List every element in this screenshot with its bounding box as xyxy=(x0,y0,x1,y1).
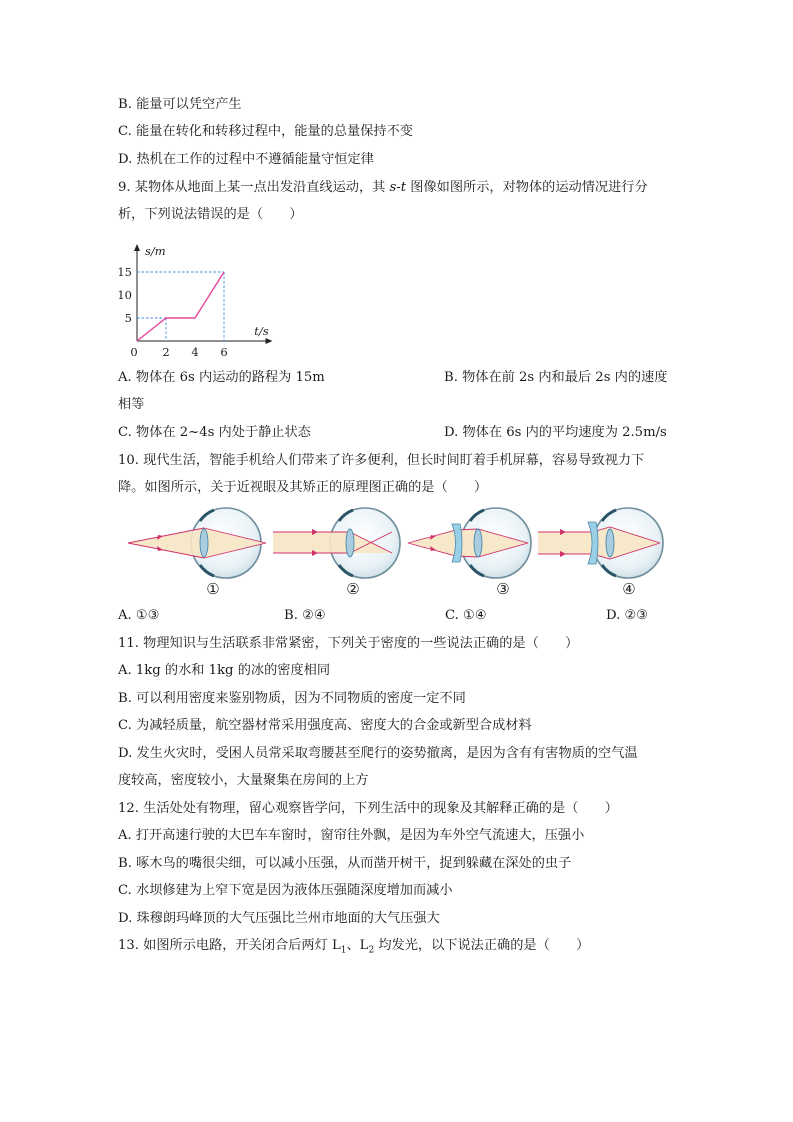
q11-option-b: B. 可以利用密度来鉴别物质，因为不同物质的密度一定不同 xyxy=(118,691,466,706)
q8-option-d: D. 热机在工作的过程中不遵循能量守恒定律 xyxy=(118,152,374,167)
q10-stem-line2: 降。如图所示，关于近视眼及其矫正的原理图正确的是（ ） xyxy=(118,480,488,495)
eye-lens xyxy=(606,529,614,557)
diagram-label-3: ③ xyxy=(496,580,510,598)
q12-stem: 12. 生活处处有物理，留心观察皆学问，下列生活中的现象及其解释正确的是（ ） xyxy=(118,801,618,816)
q9-stem-line2: 析，下列说法错误的是（ ） xyxy=(118,207,303,222)
x-tick-label-2: 2 xyxy=(162,345,170,359)
q8-option-b: B. 能量可以凭空产生 xyxy=(118,97,242,112)
q13-stem-mid: 、L xyxy=(346,938,369,953)
eye-diagram-2 xyxy=(273,508,400,598)
q10-option-c: C. ①④ xyxy=(445,608,487,623)
q11-option-c: C. 为减轻质量，航空器材常采用强度高、密度大的合金或新型合成材料 xyxy=(118,718,532,733)
q13-sub-1: 1 xyxy=(340,945,347,956)
q12-option-a: A. 打开高速行驶的大巴车车窗时，窗帘往外飘，是因为车外空气流速大，压强小 xyxy=(118,828,585,843)
q12-option-c: C. 水坝修建为上窄下宽是因为液体压强随深度增加而减小 xyxy=(118,883,453,898)
q9-stem-variable: s-t xyxy=(389,180,407,195)
q9-option-d: D. 物体在 6s 内的平均速度为 2.5m/s xyxy=(444,425,667,440)
q9-option-b-cont: 相等 xyxy=(118,397,145,412)
q9-stem-part2: 图像如图所示，对物体的运动情况进行分 xyxy=(406,180,648,195)
q8-option-c: C. 能量在转化和转移过程中，能量的总量保持不变 xyxy=(118,124,413,139)
x-tick-label-4: 4 xyxy=(191,345,199,359)
eye-diagram-1 xyxy=(128,508,266,598)
q12-option-b: B. 啄木鸟的嘴很尖细，可以减小压强，从而凿开树干，捉到躲藏在深处的虫子 xyxy=(118,856,572,871)
eye-lens xyxy=(200,529,208,557)
x-axis-label: t/s xyxy=(254,324,269,338)
q13-stem-part1: 13. 如图所示电路，开关闭合后两灯 L xyxy=(118,938,341,953)
q10-option-b: B. ②④ xyxy=(284,608,326,623)
y-tick-label-5: 5 xyxy=(124,311,132,325)
q9-option-c: C. 物体在 2~4s 内处于静止状态 xyxy=(118,425,311,440)
diagram-label-4: ④ xyxy=(622,580,636,598)
eye-lens xyxy=(346,529,354,557)
q10-option-a: A. ①③ xyxy=(118,608,160,623)
diagram-label-2: ② xyxy=(346,580,360,598)
x-tick-label-0: 0 xyxy=(130,345,138,359)
q9-option-a: A. 物体在 6s 内运动的路程为 15m xyxy=(118,370,325,385)
y-tick-label-10: 10 xyxy=(117,288,132,302)
eye-lens xyxy=(474,529,482,557)
eye-diagram-4 xyxy=(538,508,663,598)
q10-stem: 10. 现代生活，智能手机给人们带来了许多便利，但长时间盯着手机屏幕，容易导致视力下 xyxy=(118,453,645,468)
diagram-label-1: ① xyxy=(206,580,220,598)
y-axis-label: s/m xyxy=(145,244,166,258)
q13-stem xyxy=(118,937,589,960)
q9-option-b: B. 物体在前 2s 内和最后 2s 内的速度 xyxy=(444,370,668,385)
q13-stem-part2: 均发光，以下说法正确的是（ ） xyxy=(374,938,590,953)
x-tick-label-6: 6 xyxy=(220,345,228,359)
q11-option-a: A. 1kg 的水和 1kg 的冰的密度相同 xyxy=(118,663,331,678)
q13-sub-2: 2 xyxy=(368,945,375,956)
q11-option-d: D. 发生火灾时，受困人员常采取弯腰甚至爬行的姿势撤离，是因为含有有害物质的空气温 xyxy=(118,746,638,761)
q10-option-d: D. ②③ xyxy=(606,608,649,623)
q11-stem: 11. 物理知识与生活联系非常紧密，下列关于密度的一些说法正确的是（ ） xyxy=(118,636,579,651)
q12-option-d: D. 珠穆朗玛峰顶的大气压强比兰州市地面的大气压强大 xyxy=(118,911,440,926)
q9-stem-part1: 9. 某物体从地面上某一点出发沿直线运动，其 xyxy=(118,180,390,195)
eye-diagram-3 xyxy=(408,508,531,598)
q11-option-d-cont: 度较高，密度较小，大量聚集在房间的上方 xyxy=(118,773,369,788)
y-tick-label-15: 15 xyxy=(117,265,132,279)
